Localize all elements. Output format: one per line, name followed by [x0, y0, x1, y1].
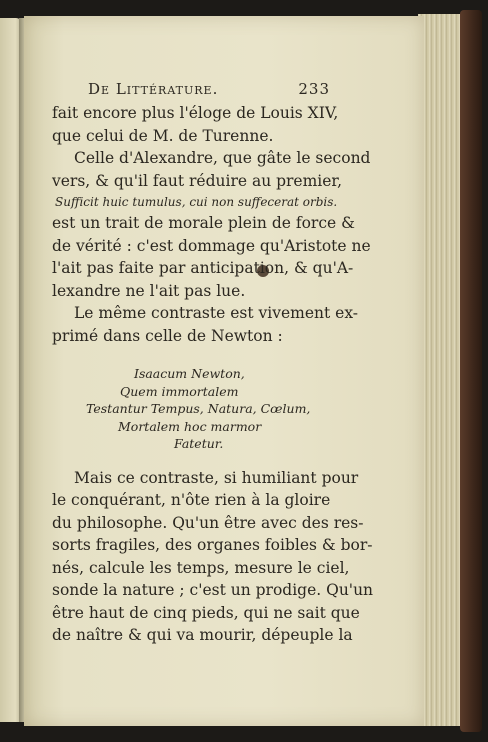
page-text [52, 80, 374, 647]
poem-line: Testantur Tempus, Natura, Cœlum, [86, 401, 311, 417]
text-line: que celui de M. de Turenne. [52, 126, 274, 145]
text-line: fait encore plus l'éloge de Louis XIV, [52, 104, 339, 122]
text-line: Celle d'Alexandre, que gâte le second [74, 149, 371, 167]
text-line: sorts fragiles, des organes foibles & bor- [52, 536, 373, 555]
alexander-epitaph: Sufficit huic tumulus, cui non suffecerat orbis. [55, 195, 338, 209]
text-line: Mais ce contraste, si humiliant pour [74, 468, 359, 487]
newton-epitaph [52, 365, 330, 453]
running-head [88, 80, 330, 102]
text-line: Le même contraste est vivement ex- [74, 304, 359, 322]
running-head-title: De Littérature. [88, 80, 219, 98]
poem-line: Quem immortalem [120, 383, 239, 399]
poem-line: Isaacum Newton, [134, 366, 245, 381]
text-line: du philosophe. Qu'un être avec des res- [52, 513, 364, 532]
text-line: sonde la nature ; c'est un prodige. Qu'un [52, 581, 374, 600]
text-line: primé dans celle de Newton : [52, 326, 283, 345]
text-line: être haut de cinq pieds, qui ne sait que [52, 603, 360, 622]
text-line: vers, & qu'il faut réduire au premier, [52, 171, 343, 190]
poem-line: Mortalem hoc marmor [118, 418, 262, 434]
poem-line: Fatetur. [174, 436, 224, 452]
text-line: de vérité : c'est dommage qu'Aristote ne [52, 236, 371, 255]
text-line: de naître & qui va mourir, dépeuple la [52, 626, 353, 645]
text-line: lexandre ne l'ait pas lue. [52, 281, 246, 300]
page-number: 233 [298, 80, 330, 98]
book-cover [460, 10, 482, 732]
text-line: le conquérant, n'ôte rien à la gloire [52, 491, 331, 510]
text-line: l'ait pas faite par anticipation, & qu'A- [52, 259, 354, 277]
text-line: est un trait de morale plein de force & [52, 214, 355, 232]
text-line: nés, calcule les temps, mesure le ciel, [52, 558, 350, 577]
